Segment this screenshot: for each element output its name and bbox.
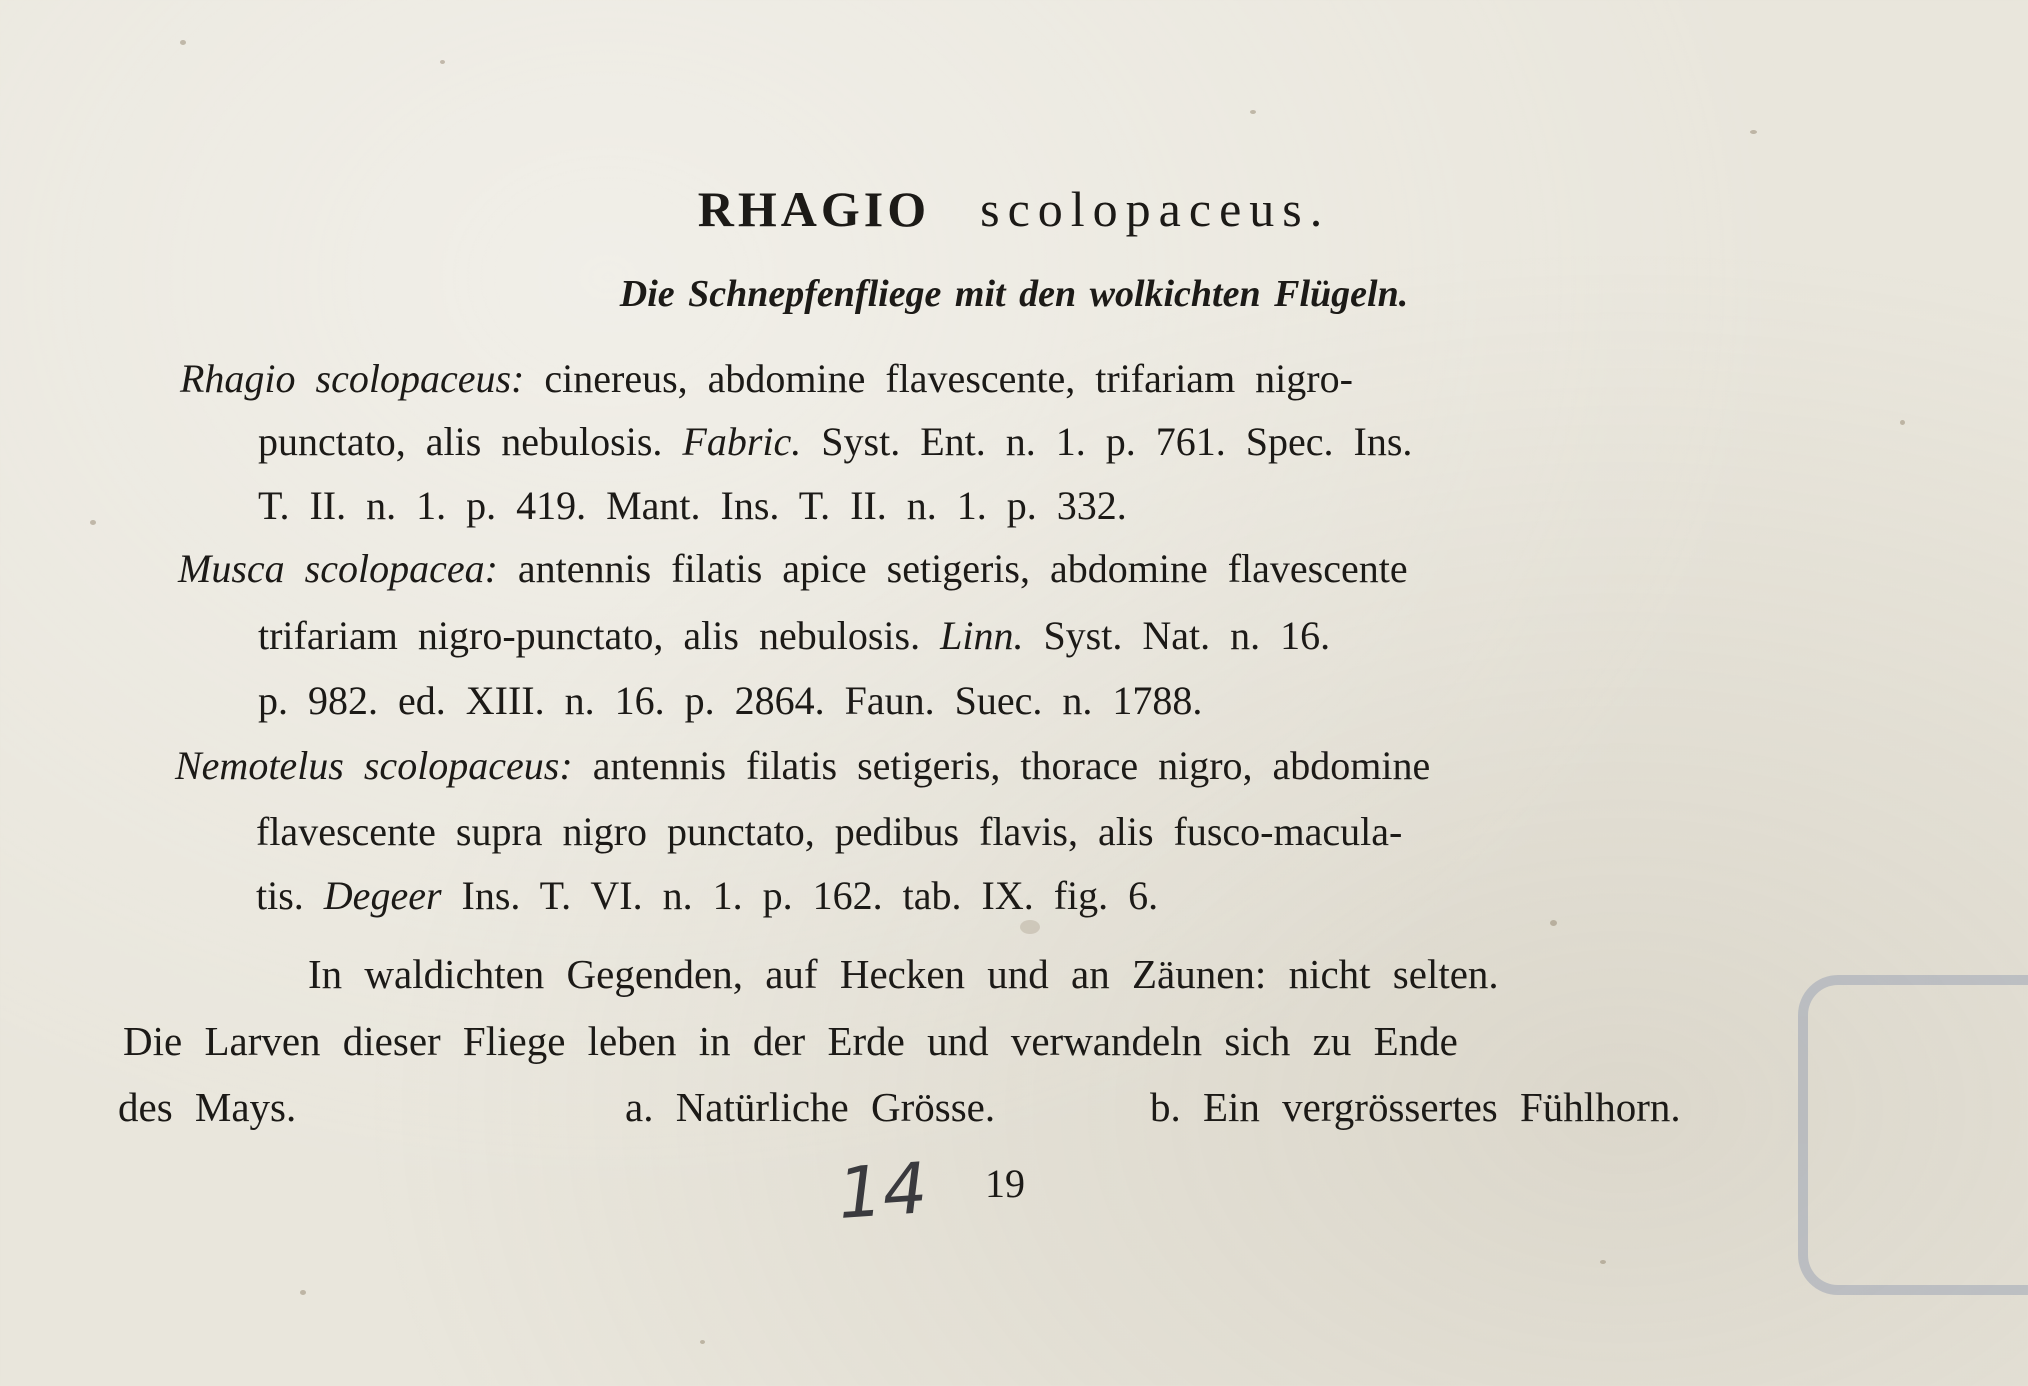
- synonym-3-line-1: [175, 742, 1430, 789]
- library-stamp: [1798, 975, 2028, 1295]
- synonym-text: flavescente supra nigro punctato, pedibus flavis, alis fusco-macula-: [256, 809, 1403, 854]
- synonym-text: Syst. Ent. n. 1. p. 761. Spec. Ins.: [821, 419, 1413, 464]
- handwritten-note: 14: [835, 1146, 930, 1236]
- synonym-name: Rhagio scolopaceus:: [180, 356, 525, 401]
- paper-speck: [1750, 130, 1757, 134]
- page-title: [0, 180, 2028, 238]
- caption-b: b. Ein vergrössertes Fühlhorn.: [1150, 1084, 1681, 1130]
- synonym-text: Syst. Nat. n. 16.: [1043, 613, 1331, 658]
- synonym-text: cinereus, abdomine flavescente, trifariam nigro-: [544, 356, 1353, 401]
- synonym-3-line-3: [256, 872, 1158, 919]
- synonym-text: Ins. T. VI. n. 1. p. 162. tab. IX. fig. 6.: [461, 873, 1159, 918]
- paper-speck: [180, 40, 186, 45]
- paper-speck: [1020, 920, 1040, 934]
- paper-speck: [1900, 420, 1905, 425]
- synonym-name: Nemotelus scolopaceus:: [175, 743, 573, 788]
- description-line-3: des Mays.: [118, 1084, 297, 1130]
- paper-speck: [300, 1290, 306, 1295]
- description-line-2: Die Larven dieser Fliege leben in der Erde und verwandeln sich zu Ende: [123, 1018, 1458, 1064]
- synonym-author: Linn.: [940, 613, 1024, 658]
- paper-speck: [90, 520, 96, 525]
- paper-speck: [1550, 920, 1557, 926]
- page-number: 19: [985, 1161, 1025, 1206]
- synonym-author: Fabric.: [682, 419, 802, 464]
- synonym-text: tis.: [256, 873, 304, 918]
- synonym-text: antennis filatis setigeris, thorace nigro, abdomine: [592, 743, 1431, 788]
- description-line-1: In waldichten Gegenden, auf Hecken und an Zäunen: nicht selten.: [308, 951, 1499, 997]
- page-subtitle: Die Schnepfenfliege mit den wolkichten Flügeln.: [619, 273, 1409, 315]
- synonym-text: punctato, alis nebulosis.: [258, 419, 663, 464]
- paper-speck: [1250, 110, 1256, 114]
- paper-speck: [1600, 1260, 1606, 1264]
- synonym-text: antennis filatis apice setigeris, abdomine flavescente: [517, 546, 1408, 591]
- synonym-1-line-1: [180, 355, 1353, 402]
- synonym-author: Degeer: [323, 873, 442, 918]
- synonym-1-line-2: [258, 418, 1412, 465]
- synonym-2-line-1: [178, 545, 1408, 592]
- synonym-text: p. 982. ed. XIII. n. 16. p. 2864. Faun. Suec. n. 1788.: [258, 678, 1203, 723]
- synonym-name: Musca scolopacea:: [178, 546, 498, 591]
- paper-speck: [440, 60, 445, 64]
- synonym-text: trifariam nigro-punctato, alis nebulosis.: [258, 613, 921, 658]
- title-genus: RHAGIO: [697, 181, 931, 237]
- paper-speck: [700, 1340, 705, 1344]
- title-species: scolopaceus.: [980, 181, 1331, 237]
- synonym-3-line-2: [256, 808, 1402, 855]
- synonym-2-line-3: [258, 677, 1202, 724]
- synonym-text: T. II. n. 1. p. 419. Mant. Ins. T. II. n. 1. p. 332.: [258, 483, 1127, 528]
- synonym-1-line-3: [258, 482, 1127, 529]
- caption-a: a. Natürliche Grösse.: [625, 1084, 996, 1130]
- synonym-2-line-2: [258, 612, 1330, 659]
